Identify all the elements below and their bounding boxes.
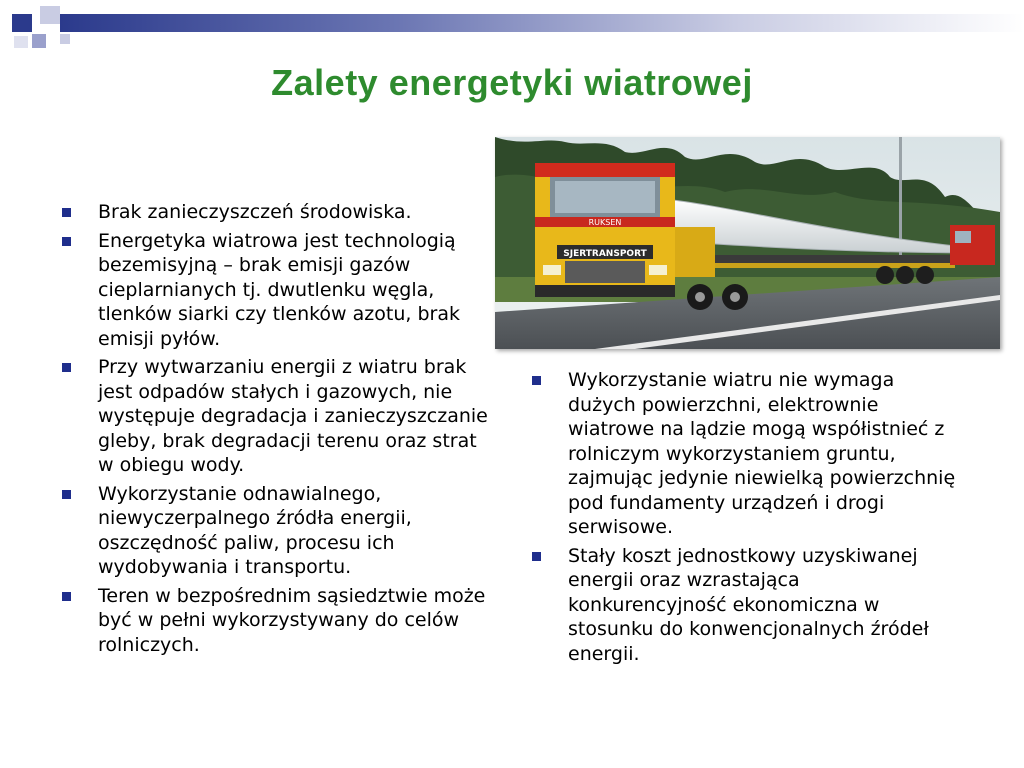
square-bullet-icon [62,363,71,372]
slide-title: Zalety energetyki wiatrowej [271,62,753,103]
decor-square [12,14,32,32]
decor-square [40,6,60,24]
list-item [60,482,490,580]
square-bullet-icon [62,490,71,499]
bullet-text: Brak zanieczyszczeń środowiska. [98,201,412,223]
list-item [60,355,490,478]
list-item [60,200,490,225]
right-column [530,368,960,670]
square-bullet-icon [62,208,71,217]
decor-square [14,36,28,48]
left-column [60,200,490,661]
header-banner [60,14,1024,32]
list-item [530,368,960,540]
square-bullet-icon [62,237,71,246]
right-bullet-list [530,368,960,666]
square-bullet-icon [62,592,71,601]
left-bullet-list [60,200,490,657]
bullet-text: Stały koszt jednostkowy uzyskiwanej energii oraz wzrastająca konkurencyjność ekonomiczna w stosunku do konwencjonalnych źródeł energii. [568,544,929,665]
square-bullet-icon [532,376,541,385]
decor-square [32,34,46,48]
list-item [60,229,490,352]
truck-cab-text: RUKSEN [588,218,622,227]
list-item [60,584,490,658]
decor-square [60,34,70,44]
bullet-text: Energetyka wiatrowa jest technologią bezemisyjną – brak emisji gazów cieplarnianych tj. dwutlenku węgla, tlenków siarki czy tlenków azotu, brak emisji pyłów. [98,229,460,350]
truck-sign: SJERTRANSPORT [563,249,647,259]
list-item [530,544,960,667]
square-bullet-icon [532,552,541,561]
bullet-text: Wykorzystanie wiatru nie wymaga dużych powierzchni, elektrownie wiatrowe na lądzie mogą współistnieć z rolniczym wykorzystaniem gruntu, zajmując jedynie niewielką powierzchnię pod fundamenty urządzeń i drogi serwisowe. [568,369,956,538]
wind-blade-truck-photo [495,137,1000,349]
bullet-text: Teren w bezpośrednim sąsiedztwie może być w pełni wykorzystywany do celów rolniczych. [98,584,486,656]
bullet-text: Wykorzystanie odnawialnego, niewyczerpalnego źródła energii, oszczędność paliw, procesu ich wydobywania i transportu. [98,482,412,578]
bullet-text: Przy wytwarzaniu energii z wiatru brak jest odpadów stałych i gazowych, nie występuje degradacja i zanieczyszczanie gleby, brak degradacji terenu oraz strat w obiegu wody. [98,356,488,476]
